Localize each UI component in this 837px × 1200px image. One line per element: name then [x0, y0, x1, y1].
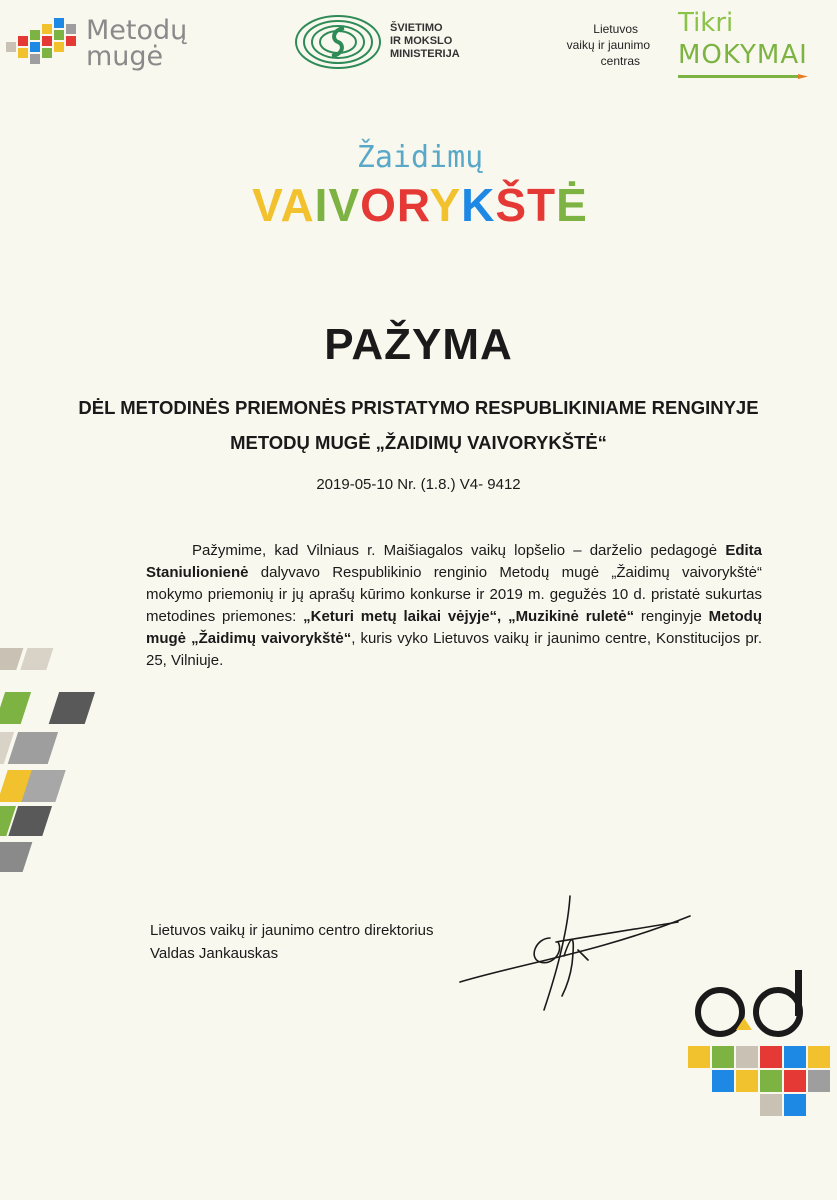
logo-text-line2: mugė	[86, 41, 164, 72]
body-text-part1: Pažymime, kad Vilniaus r. Maišiagalos vaikų lopšelio – darželio pedagogė	[192, 542, 726, 559]
decorative-squares-icon	[0, 640, 120, 880]
event-logo-letter: K	[461, 179, 496, 231]
ljc-line2: vaikų ir jaunimo	[566, 38, 650, 52]
presented-item-2: „Muzikinė ruletė“	[508, 608, 635, 625]
metodu-muge-logo	[4, 14, 234, 76]
event-logo-letter: V	[328, 179, 361, 231]
event-logo-letter: R	[396, 179, 430, 231]
owl-cubes-icon	[678, 962, 837, 1122]
event-logo-letter: T	[527, 179, 557, 231]
cube-mosaic-icon	[4, 14, 84, 76]
logo-text-line1: Metodų	[86, 15, 188, 46]
event-logo-letter: I	[314, 179, 329, 231]
ministry-line2: IR MOKSLO	[390, 35, 453, 47]
item-separator: ,	[497, 608, 509, 625]
ministry-line3: MINISTERIJA	[390, 48, 460, 60]
document-subtitle-line1: DĖL METODINĖS PRIEMONĖS PRISTATYMO RESPUBLIKINIAME RENGINYJE	[78, 397, 759, 418]
event-logo-line2	[200, 178, 640, 232]
document-subtitle-line2: METODŲ MUGĖ „ŽAIDIMŲ VAIVORYKŠTĖ“	[230, 432, 607, 453]
signatory-title: Lietuvos vaikų ir jaunimo centro direktorius	[150, 922, 434, 939]
body-text-part3: renginyje	[634, 608, 709, 625]
ljc-logo	[540, 22, 650, 74]
ministry-line1: ŠVIETIMO	[390, 22, 443, 34]
body-text-part2: dalyvavo Respublikinio renginio Metodų mugė „Žaidimų vaivorykštė“ mokymo priemonių ir jų aprašų kūrimo konkurse ir 2019 m. gegužės 10 d. pristatė sukurtas metodines priemones:	[146, 564, 762, 625]
event-logo-letter: Y	[429, 179, 462, 231]
body-paragraph	[146, 540, 762, 672]
event-logo-letter: Š	[495, 179, 528, 231]
ministry-logo	[292, 12, 482, 72]
ministry-emblem-icon	[292, 12, 382, 72]
ljc-line1: Lietuvos	[593, 22, 638, 36]
ljc-line3: centras	[600, 54, 640, 68]
presented-item-1: „Keturi metų laikai vėjyje“	[303, 608, 498, 625]
event-logo-letter: Ė	[556, 179, 588, 231]
ministry-name	[390, 22, 460, 61]
tikri-mokymai-logo	[672, 8, 812, 80]
event-logo-letter: V	[252, 179, 281, 231]
tikri-line1: Tikri	[678, 8, 734, 38]
pencil-line-icon	[678, 74, 808, 80]
handwritten-signature	[440, 878, 700, 1018]
recipient-name: Edita Staniulionienė	[146, 542, 762, 581]
body-text-part4: , kuris vyko Lietuvos vaikų ir jaunimo centre, Konstitucijos pr. 25, Vilniuje.	[146, 630, 763, 669]
document-reference: 2019-05-10 Nr. (1.8.) V4- 9412	[316, 476, 521, 493]
event-name: Metodų mugė „Žaidimų vaivorykštė“	[146, 608, 762, 647]
tikri-line2: MOKYMAI	[678, 40, 808, 70]
event-logo	[200, 140, 640, 236]
signatory-name: Valdas Jankauskas	[150, 945, 279, 962]
document-title: PAŽYMA	[324, 320, 513, 369]
event-logo-letter: A	[280, 179, 315, 231]
event-logo-line1: Žaidimų	[356, 140, 484, 175]
event-logo-letter: O	[360, 179, 397, 231]
